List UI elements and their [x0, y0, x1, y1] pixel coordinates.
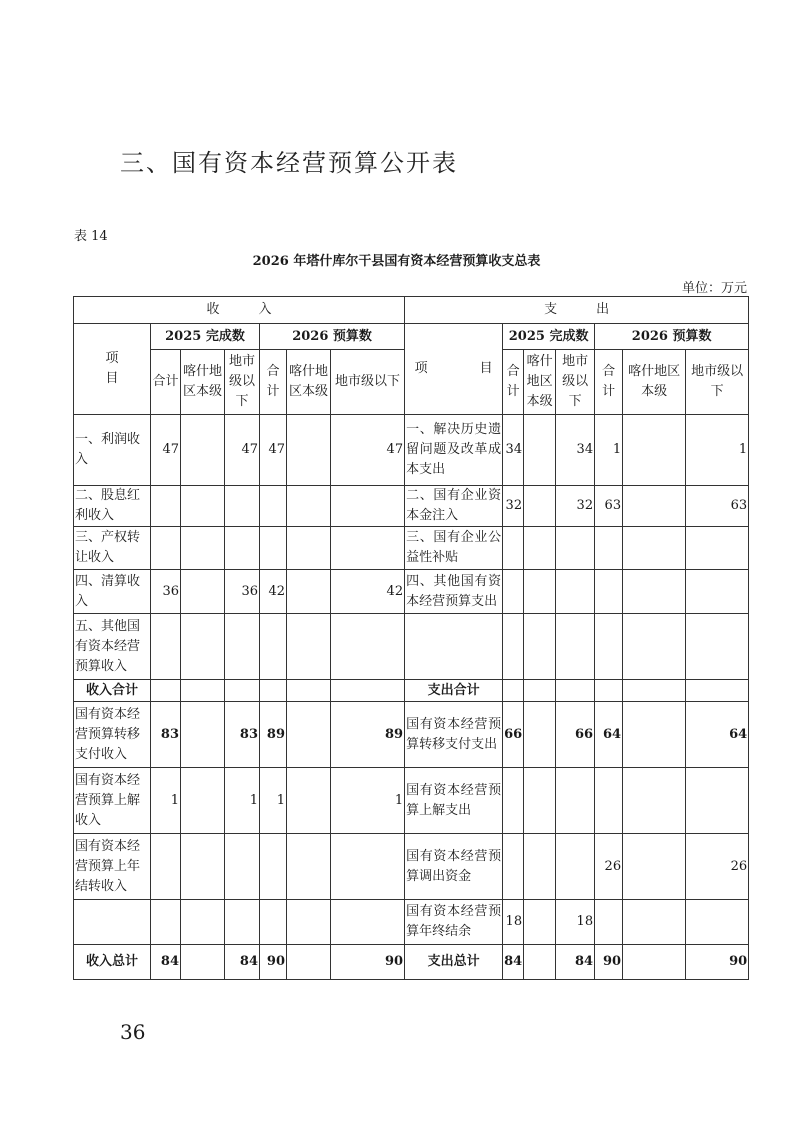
income-value-cell [331, 834, 405, 900]
table-row [74, 614, 749, 680]
income-value-cell [225, 614, 260, 680]
expense-col-header: 合计 [503, 350, 524, 415]
expense-value-cell: 32 [503, 486, 524, 527]
income-value-cell [225, 486, 260, 527]
income-value-cell [287, 702, 331, 768]
expense-item-cell: 二、国有企业资本金注入 [405, 486, 503, 527]
income-item-cell: 一、利润收入 [74, 415, 151, 486]
income-value-cell [181, 702, 225, 768]
expense-value-cell [503, 768, 524, 834]
expense-item-cell: 国有资本经营预算年终结余 [405, 900, 503, 945]
income-value-cell [260, 680, 287, 702]
income-item-cell: 二、股息红利收入 [74, 486, 151, 527]
income-col-header: 地市级以下 [225, 350, 260, 415]
expense-item-cell: 支出总计 [405, 945, 503, 980]
expense-2025-header: 2025 完成数 [503, 324, 595, 350]
section-title: 三、国有资本经营预算公开表 [120, 149, 458, 177]
expense-value-cell [623, 680, 686, 702]
expense-value-cell [623, 570, 686, 614]
income-value-cell [287, 834, 331, 900]
income-value-cell: 47 [151, 415, 181, 486]
table-row [74, 768, 749, 834]
income-value-cell: 1 [260, 768, 287, 834]
expense-value-cell: 90 [686, 945, 749, 980]
budget-table [73, 296, 749, 980]
expense-value-cell [595, 570, 623, 614]
expense-value-cell [556, 614, 595, 680]
income-value-cell [287, 680, 331, 702]
expense-value-cell [595, 614, 623, 680]
table-row [74, 702, 749, 768]
income-value-cell [151, 486, 181, 527]
expense-value-cell [524, 768, 556, 834]
expense-value-cell: 1 [595, 415, 623, 486]
table-row [74, 486, 749, 527]
income-value-cell: 42 [260, 570, 287, 614]
table-row [74, 570, 749, 614]
expense-value-cell: 64 [686, 702, 749, 768]
table-row [74, 415, 749, 486]
expense-value-cell: 18 [503, 900, 524, 945]
income-value-cell [287, 486, 331, 527]
expense-item-cell [405, 614, 503, 680]
income-value-cell [181, 415, 225, 486]
expense-value-cell: 34 [503, 415, 524, 486]
income-value-cell [151, 527, 181, 570]
expense-value-cell [503, 570, 524, 614]
expense-value-cell [524, 680, 556, 702]
expense-value-cell [524, 614, 556, 680]
income-value-cell: 84 [151, 945, 181, 980]
expense-item-cell: 一、解决历史遗留问题及改革成本支出 [405, 415, 503, 486]
income-value-cell [287, 900, 331, 945]
income-2025-header: 2025 完成数 [151, 324, 260, 350]
expense-value-cell [556, 768, 595, 834]
expense-item-header: 项 目 [405, 324, 503, 415]
expense-value-cell [524, 527, 556, 570]
income-col-header: 合计 [260, 350, 287, 415]
expense-value-cell: 26 [595, 834, 623, 900]
income-value-cell: 36 [151, 570, 181, 614]
expense-value-cell: 32 [556, 486, 595, 527]
income-col-header: 地市级以下 [331, 350, 405, 415]
income-value-cell [181, 680, 225, 702]
expense-value-cell [623, 614, 686, 680]
income-value-cell [225, 527, 260, 570]
income-value-cell [181, 834, 225, 900]
income-item-cell: 国有资本经营预算上解收入 [74, 768, 151, 834]
expense-value-cell [556, 834, 595, 900]
expense-value-cell [503, 834, 524, 900]
income-value-cell [181, 614, 225, 680]
income-value-cell [181, 527, 225, 570]
income-2026-header: 2026 预算数 [260, 324, 405, 350]
expense-item-cell: 国有资本经营预算转移支付支出 [405, 702, 503, 768]
expense-value-cell: 63 [595, 486, 623, 527]
expense-value-cell [686, 527, 749, 570]
income-item-cell: 收入合计 [74, 680, 151, 702]
income-item-header: 项 目 [74, 324, 151, 415]
expense-value-cell [524, 702, 556, 768]
expense-value-cell [623, 486, 686, 527]
income-item-cell [74, 900, 151, 945]
income-item-cell: 收入总计 [74, 945, 151, 980]
expense-value-cell [623, 768, 686, 834]
income-value-cell: 1 [331, 768, 405, 834]
expense-value-cell [623, 900, 686, 945]
income-value-cell [331, 527, 405, 570]
expense-value-cell [524, 486, 556, 527]
income-value-cell [151, 680, 181, 702]
income-value-cell: 84 [225, 945, 260, 980]
expense-item-cell: 国有资本经营预算调出资金 [405, 834, 503, 900]
income-value-cell [287, 527, 331, 570]
income-value-cell [151, 614, 181, 680]
expense-col-header: 合计 [595, 350, 623, 415]
income-value-cell: 89 [260, 702, 287, 768]
expense-value-cell [686, 614, 749, 680]
table-row [74, 945, 749, 980]
income-value-cell [287, 415, 331, 486]
expense-col-header: 喀什地区本级 [623, 350, 686, 415]
expense-col-header: 地市级以下 [556, 350, 595, 415]
income-value-cell: 47 [260, 415, 287, 486]
income-value-cell [260, 486, 287, 527]
table-label: 表 14 [74, 229, 108, 244]
income-item-cell: 五、其他国有资本经营预算收入 [74, 614, 151, 680]
expense-value-cell: 66 [503, 702, 524, 768]
income-value-cell [331, 680, 405, 702]
income-value-cell [260, 900, 287, 945]
income-value-cell [260, 527, 287, 570]
expense-value-cell [524, 945, 556, 980]
income-header: 收 入 [74, 297, 405, 324]
table-title: 2026 年塔什库尔干县国有资本经营预算收支总表 [252, 254, 541, 269]
income-value-cell: 83 [151, 702, 181, 768]
income-value-cell: 47 [331, 415, 405, 486]
expense-value-cell [556, 570, 595, 614]
income-value-cell [225, 680, 260, 702]
income-value-cell: 1 [151, 768, 181, 834]
income-value-cell [181, 486, 225, 527]
income-col-header: 喀什地区本级 [181, 350, 225, 415]
income-value-cell [151, 834, 181, 900]
expense-value-cell [524, 570, 556, 614]
expense-value-cell [623, 702, 686, 768]
page-number: 36 [120, 1020, 146, 1044]
expense-value-cell [595, 680, 623, 702]
expense-value-cell: 84 [503, 945, 524, 980]
expense-value-cell [623, 834, 686, 900]
income-item-cell: 国有资本经营预算上年结转收入 [74, 834, 151, 900]
expense-value-cell [556, 680, 595, 702]
income-value-cell [181, 945, 225, 980]
expense-value-cell [556, 527, 595, 570]
expense-value-cell [595, 768, 623, 834]
expense-value-cell [524, 900, 556, 945]
income-item-cell: 四、清算收入 [74, 570, 151, 614]
table-row [74, 527, 749, 570]
income-value-cell: 90 [331, 945, 405, 980]
income-value-cell [260, 834, 287, 900]
income-value-cell [181, 900, 225, 945]
table-row [74, 680, 749, 702]
expense-value-cell: 63 [686, 486, 749, 527]
income-value-cell [287, 768, 331, 834]
income-value-cell [225, 900, 260, 945]
expense-value-cell [503, 527, 524, 570]
income-value-cell [287, 570, 331, 614]
income-value-cell: 83 [225, 702, 260, 768]
income-value-cell [331, 900, 405, 945]
expense-value-cell: 26 [686, 834, 749, 900]
expense-value-cell: 34 [556, 415, 595, 486]
income-col-header: 喀什地区本级 [287, 350, 331, 415]
expense-value-cell [524, 415, 556, 486]
income-value-cell [181, 768, 225, 834]
table-row [74, 834, 749, 900]
expense-value-cell [623, 527, 686, 570]
expense-value-cell [686, 768, 749, 834]
expense-value-cell: 64 [595, 702, 623, 768]
header-row-1 [74, 297, 749, 324]
expense-value-cell [686, 680, 749, 702]
expense-value-cell [595, 900, 623, 945]
income-value-cell: 90 [260, 945, 287, 980]
expense-value-cell: 18 [556, 900, 595, 945]
expense-value-cell [686, 570, 749, 614]
expense-value-cell [623, 945, 686, 980]
expense-item-cell: 支出合计 [405, 680, 503, 702]
income-value-cell [331, 614, 405, 680]
expense-value-cell: 66 [556, 702, 595, 768]
income-value-cell [331, 486, 405, 527]
income-value-cell: 47 [225, 415, 260, 486]
expense-header: 支 出 [405, 297, 749, 324]
income-col-header: 合计 [151, 350, 181, 415]
expense-value-cell [623, 415, 686, 486]
expense-2026-header: 2026 预算数 [595, 324, 749, 350]
expense-value-cell [503, 614, 524, 680]
expense-value-cell [503, 680, 524, 702]
expense-value-cell: 1 [686, 415, 749, 486]
expense-value-cell [524, 834, 556, 900]
income-value-cell [287, 614, 331, 680]
expense-item-cell: 四、其他国有资本经营预算支出 [405, 570, 503, 614]
income-item-cell: 三、产权转让收入 [74, 527, 151, 570]
expense-item-cell: 国有资本经营预算上解支出 [405, 768, 503, 834]
table-row [74, 900, 749, 945]
expense-value-cell: 84 [556, 945, 595, 980]
income-value-cell [260, 614, 287, 680]
income-item-cell: 国有资本经营预算转移支付收入 [74, 702, 151, 768]
header-row-2 [74, 324, 749, 350]
income-value-cell [287, 945, 331, 980]
expense-value-cell: 90 [595, 945, 623, 980]
expense-value-cell [686, 900, 749, 945]
income-value-cell: 89 [331, 702, 405, 768]
income-value-cell [151, 900, 181, 945]
expense-col-header: 地市级以下 [686, 350, 749, 415]
income-value-cell [181, 570, 225, 614]
expense-item-cell: 三、国有企业公益性补贴 [405, 527, 503, 570]
unit-label: 单位：万元 [681, 281, 747, 296]
expense-col-header: 喀什地区本级 [524, 350, 556, 415]
income-value-cell: 42 [331, 570, 405, 614]
income-value-cell: 36 [225, 570, 260, 614]
income-value-cell [225, 834, 260, 900]
expense-value-cell [595, 527, 623, 570]
income-value-cell: 1 [225, 768, 260, 834]
